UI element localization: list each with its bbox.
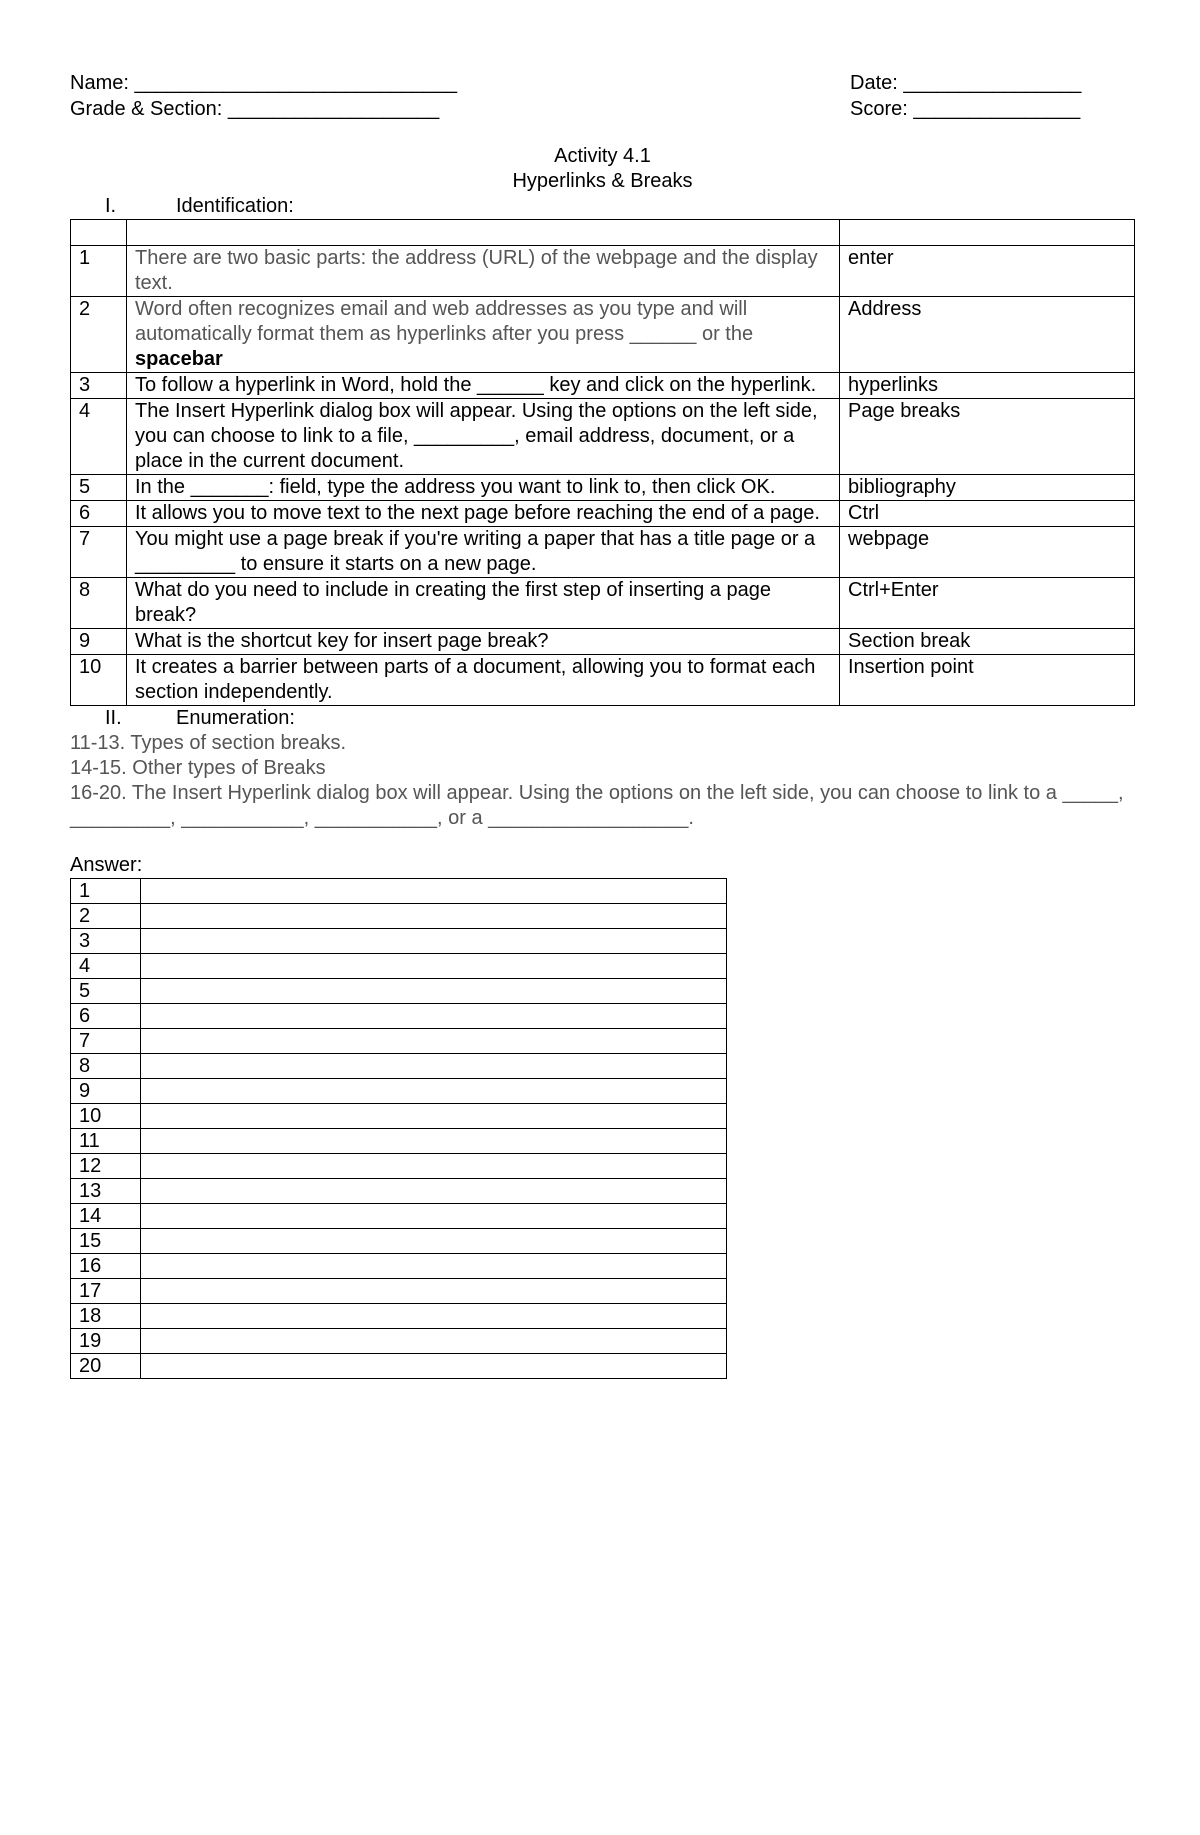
enumeration-list bbox=[70, 731, 1135, 831]
question-body: In the _______: field, type the address you want to link to, then click OK. bbox=[135, 476, 776, 498]
answer-number: 6 bbox=[71, 1004, 141, 1029]
answer-row bbox=[71, 1304, 727, 1329]
item-number: 6 bbox=[71, 501, 127, 527]
item-number: 4 bbox=[71, 399, 127, 475]
answer-number: 13 bbox=[71, 1179, 141, 1204]
question-bold-term: spacebar bbox=[135, 348, 223, 370]
answer-row bbox=[71, 879, 727, 904]
answer-number: 5 bbox=[71, 979, 141, 1004]
question-body: It allows you to move text to the next page before reaching the end of a page. bbox=[135, 502, 820, 524]
answer-row bbox=[71, 1054, 727, 1079]
answer-blank[interactable] bbox=[141, 979, 727, 1004]
answer-blank[interactable] bbox=[141, 1079, 727, 1104]
answer-row bbox=[71, 1104, 727, 1129]
item-number: 2 bbox=[71, 297, 127, 373]
answer-row bbox=[71, 979, 727, 1004]
header-row-1 bbox=[70, 70, 1135, 96]
answer-number: 3 bbox=[71, 929, 141, 954]
answer-choice: enter bbox=[840, 246, 1135, 297]
table-row bbox=[71, 527, 1135, 578]
enumeration-item: 14-15. Other types of Breaks bbox=[70, 757, 326, 779]
answer-choice: Address bbox=[840, 297, 1135, 373]
question-text bbox=[127, 578, 840, 629]
table-row bbox=[71, 578, 1135, 629]
answer-number: 18 bbox=[71, 1304, 141, 1329]
table-cell bbox=[840, 220, 1135, 246]
answer-row bbox=[71, 1229, 727, 1254]
answer-number: 1 bbox=[71, 879, 141, 904]
answer-blank[interactable] bbox=[141, 1304, 727, 1329]
section-label: Identification: bbox=[176, 195, 294, 217]
answer-blank[interactable] bbox=[141, 1254, 727, 1279]
question-text bbox=[127, 297, 840, 373]
question-body: You might use a page break if you're writing a paper that has a title page or a _________ to ensure it starts on a new page. bbox=[135, 528, 816, 575]
answer-blank[interactable] bbox=[141, 1279, 727, 1304]
table-row bbox=[71, 475, 1135, 501]
answer-blank[interactable] bbox=[141, 904, 727, 929]
activity-subtitle: Hyperlinks & Breaks bbox=[512, 170, 693, 192]
answer-row bbox=[71, 904, 727, 929]
answer-number: 8 bbox=[71, 1054, 141, 1079]
answer-choice: hyperlinks bbox=[840, 373, 1135, 399]
answer-number: 19 bbox=[71, 1329, 141, 1354]
answer-number: 2 bbox=[71, 904, 141, 929]
answer-number: 9 bbox=[71, 1079, 141, 1104]
answer-number: 16 bbox=[71, 1254, 141, 1279]
answer-row bbox=[71, 1079, 727, 1104]
answer-number: 11 bbox=[71, 1129, 141, 1154]
item-number: 7 bbox=[71, 527, 127, 578]
answer-row bbox=[71, 1154, 727, 1179]
answer-choice: Ctrl bbox=[840, 501, 1135, 527]
answer-blank[interactable] bbox=[141, 1204, 727, 1229]
answer-blank[interactable] bbox=[141, 879, 727, 904]
answer-choice: Insertion point bbox=[840, 655, 1135, 706]
table-cell bbox=[127, 220, 840, 246]
answer-row bbox=[71, 1204, 727, 1229]
question-text bbox=[127, 399, 840, 475]
answer-number: 4 bbox=[71, 954, 141, 979]
table-header-row bbox=[71, 220, 1135, 246]
question-body: It creates a barrier between parts of a document, allowing you to format each section independently. bbox=[135, 656, 816, 703]
answer-choice: webpage bbox=[840, 527, 1135, 578]
answer-choice: Section break bbox=[840, 629, 1135, 655]
answer-table bbox=[70, 878, 727, 1379]
answer-blank[interactable] bbox=[141, 1029, 727, 1054]
answer-row bbox=[71, 1279, 727, 1304]
answer-number: 17 bbox=[71, 1279, 141, 1304]
table-row bbox=[71, 297, 1135, 373]
question-body: Word often recognizes email and web addresses as you type and will automatically format them as hyperlinks after you press ______ or the bbox=[135, 298, 754, 345]
answer-row bbox=[71, 954, 727, 979]
activity-title: Activity 4.1 bbox=[554, 145, 651, 167]
answer-number: 12 bbox=[71, 1154, 141, 1179]
question-body: The Insert Hyperlink dialog box will appear. Using the options on the left side, you can choose to link to a file, _________, email address, document, or a place in the current document. bbox=[135, 400, 818, 472]
table-row bbox=[71, 399, 1135, 475]
item-number: 9 bbox=[71, 629, 127, 655]
answer-row bbox=[71, 1004, 727, 1029]
question-text bbox=[127, 501, 840, 527]
answer-blank[interactable] bbox=[141, 1229, 727, 1254]
answer-number: 20 bbox=[71, 1354, 141, 1379]
item-number: 8 bbox=[71, 578, 127, 629]
answer-choice: Ctrl+Enter bbox=[840, 578, 1135, 629]
answer-blank[interactable] bbox=[141, 1179, 727, 1204]
grade-section-field[interactable]: Grade & Section: ___________________ bbox=[70, 98, 440, 120]
question-text bbox=[127, 655, 840, 706]
answer-row bbox=[71, 1179, 727, 1204]
identification-table bbox=[70, 219, 1135, 706]
answer-number: 10 bbox=[71, 1104, 141, 1129]
table-row bbox=[71, 655, 1135, 706]
table-row bbox=[71, 629, 1135, 655]
answer-label: Answer: bbox=[70, 854, 143, 876]
answer-blank[interactable] bbox=[141, 1154, 727, 1179]
question-text bbox=[127, 527, 840, 578]
answer-number: 14 bbox=[71, 1204, 141, 1229]
answer-number: 15 bbox=[71, 1229, 141, 1254]
answer-row bbox=[71, 1354, 727, 1379]
answer-blank[interactable] bbox=[141, 1104, 727, 1129]
header-row-2 bbox=[70, 96, 1135, 122]
question-body: There are two basic parts: the address (URL) of the webpage and the display text. bbox=[135, 247, 818, 294]
title-block bbox=[70, 144, 1135, 194]
section-identification-heading bbox=[70, 194, 1135, 219]
item-number: 5 bbox=[71, 475, 127, 501]
question-text bbox=[127, 475, 840, 501]
answer-row bbox=[71, 929, 727, 954]
item-number: 3 bbox=[71, 373, 127, 399]
item-number: 1 bbox=[71, 246, 127, 297]
question-text bbox=[127, 629, 840, 655]
answer-blank[interactable] bbox=[141, 1354, 727, 1379]
enumeration-item: 16-20. The Insert Hyperlink dialog box will appear. Using the options on the left side, you can choose to link to a _____, _________, ___________, ___________, or a __________________. bbox=[70, 782, 1124, 829]
answer-blank[interactable] bbox=[141, 1329, 727, 1354]
answer-choice: Page breaks bbox=[840, 399, 1135, 475]
answer-row bbox=[71, 1329, 727, 1354]
section-number: II. bbox=[105, 707, 122, 729]
question-text bbox=[127, 373, 840, 399]
question-body: What do you need to include in creating the first step of inserting a page break? bbox=[135, 579, 771, 626]
section-number: I. bbox=[105, 195, 117, 217]
answer-row bbox=[71, 1029, 727, 1054]
score-field[interactable]: Score: _______________ bbox=[850, 98, 1081, 120]
answer-row bbox=[71, 1129, 727, 1154]
name-field[interactable]: Name: _____________________________ bbox=[70, 72, 458, 94]
answer-blank[interactable] bbox=[141, 1054, 727, 1079]
table-cell bbox=[71, 220, 127, 246]
answer-blank[interactable] bbox=[141, 929, 727, 954]
enumeration-item: 11-13. Types of section breaks. bbox=[70, 732, 347, 754]
question-text bbox=[127, 246, 840, 297]
table-row bbox=[71, 501, 1135, 527]
worksheet-page bbox=[70, 70, 1135, 1379]
date-field[interactable]: Date: ________________ bbox=[850, 72, 1082, 94]
section-label: Enumeration: bbox=[176, 707, 295, 729]
answer-choice: bibliography bbox=[840, 475, 1135, 501]
table-row bbox=[71, 246, 1135, 297]
question-body: What is the shortcut key for insert page break? bbox=[135, 630, 549, 652]
item-number: 10 bbox=[71, 655, 127, 706]
answer-blank[interactable] bbox=[141, 1004, 727, 1029]
section-enumeration-heading bbox=[70, 706, 1135, 731]
table-row bbox=[71, 373, 1135, 399]
answer-blank[interactable] bbox=[141, 954, 727, 979]
answer-number: 7 bbox=[71, 1029, 141, 1054]
question-body: To follow a hyperlink in Word, hold the ______ key and click on the hyperlink. bbox=[135, 374, 817, 396]
answer-blank[interactable] bbox=[141, 1129, 727, 1154]
answer-row bbox=[71, 1254, 727, 1279]
